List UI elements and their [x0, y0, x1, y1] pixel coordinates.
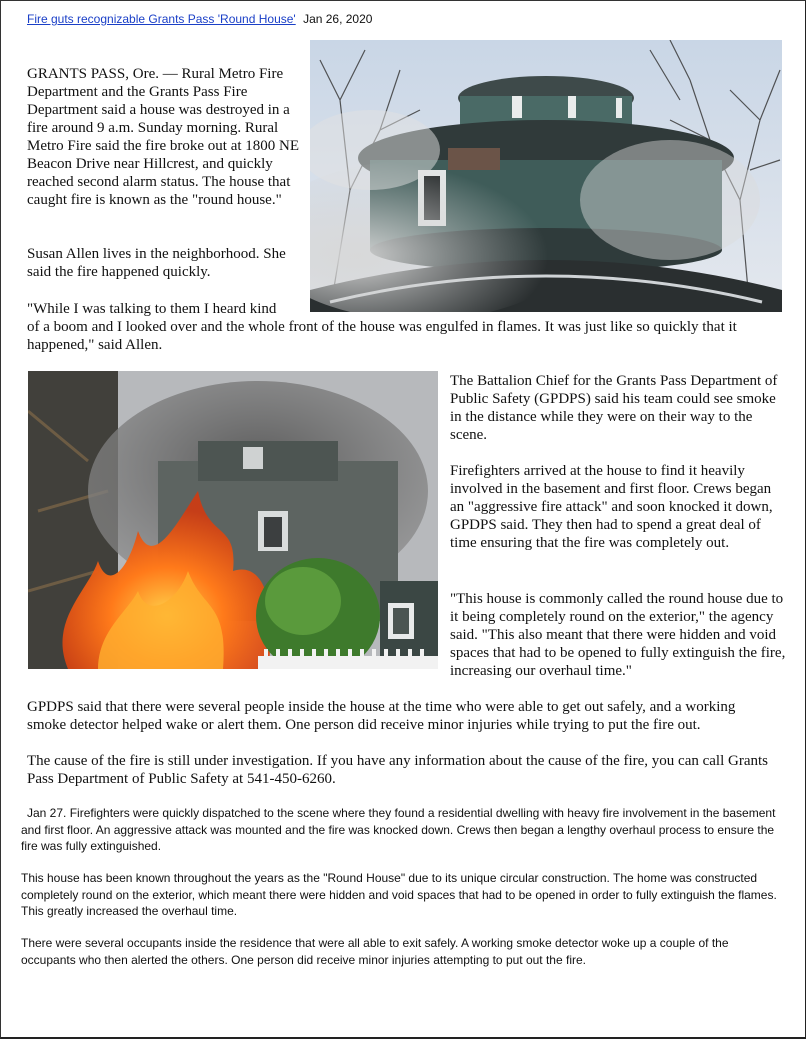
article-paragraph-3-start: "While I was talking to them I heard kind [27, 301, 277, 317]
article-paragraph-2: Susan Allen lives in the neighborhood. She said the fire happened quickly. [27, 246, 286, 280]
article-header [27, 12, 372, 26]
article-paragraph-1: GRANTS PASS, Ore. — Rural Metro Fire Department and the Grants Pass Fire Department said a house was destroyed in a fire around 9 a.m. Sunday morning. Rural Metro Fire said the fire broke out at 1800 NE Beacon Drive near Hillcrest, and quickly reached second alarm status. The house that caught fire is known as the "round house." [27, 66, 300, 208]
update-paragraph-1: Jan 27. Firefighters were quickly dispatched to the scene where they found a residential dwelling with heavy fire involvement in the basement and first floor. An aggressive attack was mounted and the fire was knocked down. Crews then began a lengthy overhaul process to ensure the fire was fully extinguished. [21, 806, 776, 853]
article-title-link[interactable]: Fire guts recognizable Grants Pass 'Round House' [27, 12, 296, 26]
update-paragraph-2: This house has been known throughout the years as the "Round House" due to its unique circular construction. The home was constructed completely round on the exterior, which meant there were hidden and void spaces that had to be opened in order to fully extinguish the flames. This greatly increased the overhaul time. [21, 871, 777, 918]
house-fire-flames-photo [28, 371, 438, 669]
update-paragraph-3: There were several occupants inside the residence that were all able to exit safely. A working smoke detector woke up a couple of the occupants who then alerted the others. One person did receive minor injuries attempting to put out the fire. [21, 936, 729, 967]
article-paragraph-4: The Battalion Chief for the Grants Pass Department of Public Safety (GPDPS) said his team could see smoke in the distance while they were on their way to the scene. [450, 373, 778, 443]
round-house-smoke-photo [310, 40, 782, 312]
article-paragraph-5: Firefighters arrived at the house to find it heavily involved in the basement and first floor. Crews began an "aggressive fire attack" and soon knocked it down, GPDPS said. They then had to spend a great deal of time ensuring that the fire was completely out. [450, 463, 773, 551]
article-date: Jan 26, 2020 [303, 12, 373, 26]
article-paragraph-6: "This house is commonly called the round house due to it being completely round on the exterior," the agency said. "This also meant that there were hidden and void spaces that had to be opened to fully extinguish the fire, increasing our overhaul time." [450, 591, 786, 679]
article-paragraph-3-rest: of a boom and I looked over and the whole front of the house was engulfed in flames. It was just like so quickly that it happened," said Allen. [27, 319, 737, 353]
article-paragraph-7: GPDPS said that there were several people inside the house at the time who were able to get out safely, and a working smoke detector helped wake or alert them. One person did receive minor injuries while trying to put the fire out. [27, 699, 736, 733]
article-paragraph-8: The cause of the fire is still under investigation. If you have any information about the cause of the fire, you can call Grants Pass Department of Public Safety at 541-450-6260. [27, 753, 769, 787]
